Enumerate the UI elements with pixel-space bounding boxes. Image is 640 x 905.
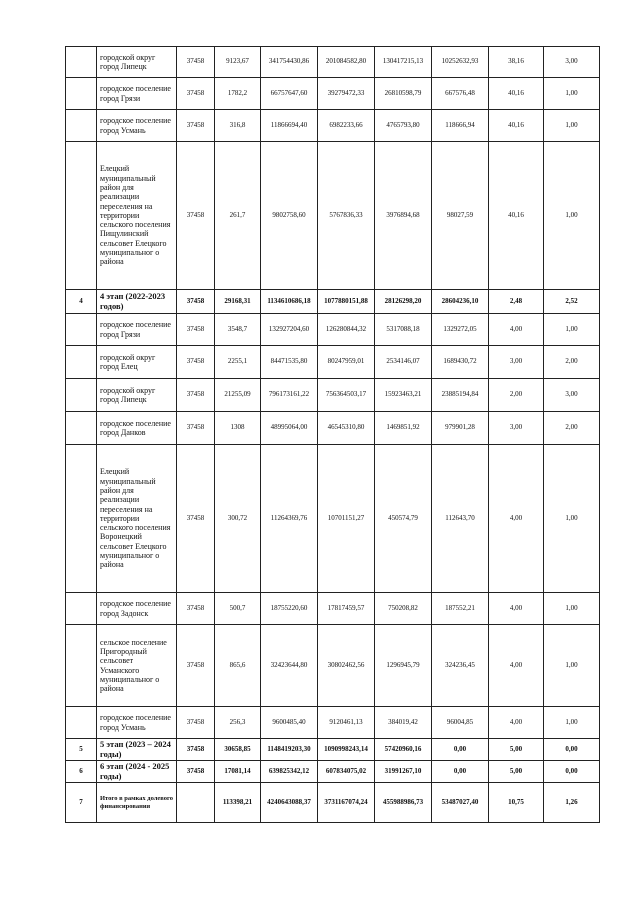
- regional-percent-cell: 38,16: [489, 47, 544, 78]
- area-cell: 865,6: [215, 625, 261, 707]
- regional-percent-cell: 40,16: [489, 78, 544, 110]
- table-row: [66, 47, 600, 78]
- table-row: [66, 707, 600, 739]
- code-cell: 37458: [177, 47, 215, 78]
- local-percent-cell: 2,00: [544, 412, 600, 445]
- area-cell: 300,72: [215, 445, 261, 593]
- municipality-name-cell: городское поселение город Усмань: [97, 110, 177, 142]
- total-cost-cell: 1148419203,30: [261, 739, 318, 761]
- local-percent-cell: 0,00: [544, 761, 600, 783]
- regional-percent-cell: 4,00: [489, 625, 544, 707]
- area-cell: 500,7: [215, 593, 261, 625]
- code-cell: 37458: [177, 625, 215, 707]
- row-number-cell: 4: [66, 290, 97, 314]
- area-cell: 9123,67: [215, 47, 261, 78]
- fund-share-cell: 201084582,80: [318, 47, 375, 78]
- local-budget-cell: 28604236,10: [432, 290, 489, 314]
- total-cost-cell: 11866694,40: [261, 110, 318, 142]
- local-budget-cell: 53487027,40: [432, 783, 489, 823]
- table-row: [66, 412, 600, 445]
- area-cell: 2255,1: [215, 346, 261, 379]
- total-cost-cell: 1134610686,18: [261, 290, 318, 314]
- fund-share-cell: 3731167074,24: [318, 783, 375, 823]
- total-cost-cell: 341754430,86: [261, 47, 318, 78]
- row-number-cell: [66, 412, 97, 445]
- area-cell: 256,3: [215, 707, 261, 739]
- fund-share-cell: 126280844,32: [318, 314, 375, 346]
- regional-budget-cell: 4765793,80: [375, 110, 432, 142]
- fund-share-cell: 9120461,13: [318, 707, 375, 739]
- table-row: [66, 783, 600, 823]
- fund-share-cell: 17817459,57: [318, 593, 375, 625]
- local-percent-cell: 2,52: [544, 290, 600, 314]
- municipality-name-cell: городское поселение город Усмань: [97, 707, 177, 739]
- area-cell: 30658,85: [215, 739, 261, 761]
- regional-budget-cell: 455988986,73: [375, 783, 432, 823]
- regional-budget-cell: 3976894,68: [375, 142, 432, 290]
- regional-percent-cell: 2,00: [489, 379, 544, 412]
- municipality-name-cell: Итого в рамках долевого финансирования: [97, 783, 177, 823]
- row-number-cell: [66, 445, 97, 593]
- row-number-cell: [66, 142, 97, 290]
- table-row: [66, 314, 600, 346]
- total-cost-cell: 9600485,40: [261, 707, 318, 739]
- local-percent-cell: 1,26: [544, 783, 600, 823]
- row-number-cell: [66, 625, 97, 707]
- code-cell: 37458: [177, 290, 215, 314]
- local-budget-cell: 324236,45: [432, 625, 489, 707]
- fund-share-cell: 607834075,02: [318, 761, 375, 783]
- funding-table: [65, 46, 600, 823]
- regional-percent-cell: 4,00: [489, 707, 544, 739]
- regional-budget-cell: 2534146,07: [375, 346, 432, 379]
- regional-percent-cell: 40,16: [489, 110, 544, 142]
- code-cell: 37458: [177, 142, 215, 290]
- regional-budget-cell: 5317088,18: [375, 314, 432, 346]
- regional-budget-cell: 1469851,92: [375, 412, 432, 445]
- local-budget-cell: 96004,85: [432, 707, 489, 739]
- fund-share-cell: 756364503,17: [318, 379, 375, 412]
- table-row: [66, 78, 600, 110]
- regional-budget-cell: 1296945,79: [375, 625, 432, 707]
- table-row: [66, 346, 600, 379]
- regional-budget-cell: 28126298,20: [375, 290, 432, 314]
- area-cell: 29168,31: [215, 290, 261, 314]
- municipality-name-cell: городское поселение город Грязи: [97, 78, 177, 110]
- regional-percent-cell: 4,00: [489, 314, 544, 346]
- table-row: [66, 110, 600, 142]
- local-budget-cell: 98027,59: [432, 142, 489, 290]
- local-budget-cell: 10252632,93: [432, 47, 489, 78]
- row-number-cell: 5: [66, 739, 97, 761]
- local-budget-cell: 23885194,84: [432, 379, 489, 412]
- local-budget-cell: 667576,48: [432, 78, 489, 110]
- row-number-cell: [66, 47, 97, 78]
- regional-percent-cell: 4,00: [489, 445, 544, 593]
- regional-percent-cell: 40,16: [489, 142, 544, 290]
- municipality-name-cell: городское поселение город Задонск: [97, 593, 177, 625]
- row-number-cell: [66, 110, 97, 142]
- code-cell: 37458: [177, 110, 215, 142]
- local-budget-cell: 0,00: [432, 761, 489, 783]
- total-cost-cell: 9802758,60: [261, 142, 318, 290]
- local-budget-cell: 118666,94: [432, 110, 489, 142]
- row-number-cell: [66, 78, 97, 110]
- local-percent-cell: 1,00: [544, 110, 600, 142]
- total-cost-cell: 18755220,60: [261, 593, 318, 625]
- local-percent-cell: 1,00: [544, 142, 600, 290]
- table-row: [66, 761, 600, 783]
- fund-share-cell: 5767836,33: [318, 142, 375, 290]
- area-cell: 3548,7: [215, 314, 261, 346]
- local-percent-cell: 1,00: [544, 593, 600, 625]
- code-cell: 37458: [177, 346, 215, 379]
- fund-share-cell: 6982233,66: [318, 110, 375, 142]
- regional-budget-cell: 57420960,16: [375, 739, 432, 761]
- municipality-name-cell: городской округ город Липецк: [97, 379, 177, 412]
- row-number-cell: [66, 707, 97, 739]
- local-percent-cell: 1,00: [544, 445, 600, 593]
- municipality-name-cell: городское поселение город Грязи: [97, 314, 177, 346]
- code-cell: 37458: [177, 739, 215, 761]
- fund-share-cell: 10701151,27: [318, 445, 375, 593]
- regional-budget-cell: 26810598,79: [375, 78, 432, 110]
- regional-percent-cell: 2,48: [489, 290, 544, 314]
- local-budget-cell: 1329272,05: [432, 314, 489, 346]
- regional-percent-cell: 3,00: [489, 346, 544, 379]
- row-number-cell: 7: [66, 783, 97, 823]
- table-row: [66, 290, 600, 314]
- total-cost-cell: 4240643088,37: [261, 783, 318, 823]
- local-percent-cell: 1,00: [544, 78, 600, 110]
- code-cell: 37458: [177, 78, 215, 110]
- local-percent-cell: 3,00: [544, 47, 600, 78]
- regional-budget-cell: 15923463,21: [375, 379, 432, 412]
- local-percent-cell: 2,00: [544, 346, 600, 379]
- municipality-name-cell: городской округ город Елец: [97, 346, 177, 379]
- area-cell: 113398,21: [215, 783, 261, 823]
- area-cell: 316,8: [215, 110, 261, 142]
- code-cell: 37458: [177, 379, 215, 412]
- municipality-name-cell: сельское поселение Пригородный сельсовет Усманского муниципальног о района: [97, 625, 177, 707]
- fund-share-cell: 1077880151,88: [318, 290, 375, 314]
- local-percent-cell: 1,00: [544, 707, 600, 739]
- table-row: [66, 445, 600, 593]
- total-cost-cell: 132927204,60: [261, 314, 318, 346]
- total-cost-cell: 639825342,12: [261, 761, 318, 783]
- fund-share-cell: 30802462,56: [318, 625, 375, 707]
- municipality-name-cell: городское поселение город Данков: [97, 412, 177, 445]
- row-number-cell: [66, 314, 97, 346]
- area-cell: 21255,09: [215, 379, 261, 412]
- code-cell: 37458: [177, 593, 215, 625]
- row-number-cell: 6: [66, 761, 97, 783]
- local-budget-cell: 0,00: [432, 739, 489, 761]
- local-budget-cell: 187552,21: [432, 593, 489, 625]
- total-cost-cell: 32423644,80: [261, 625, 318, 707]
- regional-percent-cell: 5,00: [489, 761, 544, 783]
- regional-percent-cell: 4,00: [489, 593, 544, 625]
- regional-percent-cell: 5,00: [489, 739, 544, 761]
- row-number-cell: [66, 593, 97, 625]
- local-percent-cell: 0,00: [544, 739, 600, 761]
- local-budget-cell: 979901,28: [432, 412, 489, 445]
- municipality-name-cell: 6 этап (2024 - 2025 годы): [97, 761, 177, 783]
- row-number-cell: [66, 346, 97, 379]
- regional-budget-cell: 384019,42: [375, 707, 432, 739]
- regional-budget-cell: 450574,79: [375, 445, 432, 593]
- regional-budget-cell: 130417215,13: [375, 47, 432, 78]
- fund-share-cell: 39279472,33: [318, 78, 375, 110]
- code-cell: 37458: [177, 314, 215, 346]
- total-cost-cell: 11264369,76: [261, 445, 318, 593]
- total-cost-cell: 84471535,80: [261, 346, 318, 379]
- municipality-name-cell: 5 этап (2023 – 2024 годы): [97, 739, 177, 761]
- row-number-cell: [66, 379, 97, 412]
- regional-percent-cell: 3,00: [489, 412, 544, 445]
- regional-budget-cell: 31991267,10: [375, 761, 432, 783]
- code-cell: 37458: [177, 761, 215, 783]
- municipality-name-cell: 4 этап (2022-2023 годов): [97, 290, 177, 314]
- table-row: [66, 625, 600, 707]
- local-percent-cell: 3,00: [544, 379, 600, 412]
- code-cell: [177, 783, 215, 823]
- fund-share-cell: 80247959,01: [318, 346, 375, 379]
- code-cell: 37458: [177, 412, 215, 445]
- table-row: [66, 142, 600, 290]
- fund-share-cell: 1090998243,14: [318, 739, 375, 761]
- table-row: [66, 739, 600, 761]
- area-cell: 17081,14: [215, 761, 261, 783]
- code-cell: 37458: [177, 707, 215, 739]
- local-percent-cell: 1,00: [544, 625, 600, 707]
- total-cost-cell: 796173161,22: [261, 379, 318, 412]
- fund-share-cell: 46545310,80: [318, 412, 375, 445]
- table-body: [66, 47, 600, 823]
- table-row: [66, 379, 600, 412]
- area-cell: 1782,2: [215, 78, 261, 110]
- local-budget-cell: 1689430,72: [432, 346, 489, 379]
- total-cost-cell: 66757647,60: [261, 78, 318, 110]
- area-cell: 1308: [215, 412, 261, 445]
- code-cell: 37458: [177, 445, 215, 593]
- municipality-name-cell: Елецкий муниципальный район для реализации переселения на территории сельского поселения Пищулинский сельсовет Елецкого муниципальног о района: [97, 142, 177, 290]
- local-budget-cell: 112643,70: [432, 445, 489, 593]
- regional-percent-cell: 10,75: [489, 783, 544, 823]
- total-cost-cell: 48995064,00: [261, 412, 318, 445]
- regional-budget-cell: 750208,82: [375, 593, 432, 625]
- municipality-name-cell: Елецкий муниципальный район для реализации переселения на территории сельского поселения Воронецкий сельсовет Елецкого муниципальног о района: [97, 445, 177, 593]
- area-cell: 261,7: [215, 142, 261, 290]
- municipality-name-cell: городской округ город Липецк: [97, 47, 177, 78]
- table-row: [66, 593, 600, 625]
- local-percent-cell: 1,00: [544, 314, 600, 346]
